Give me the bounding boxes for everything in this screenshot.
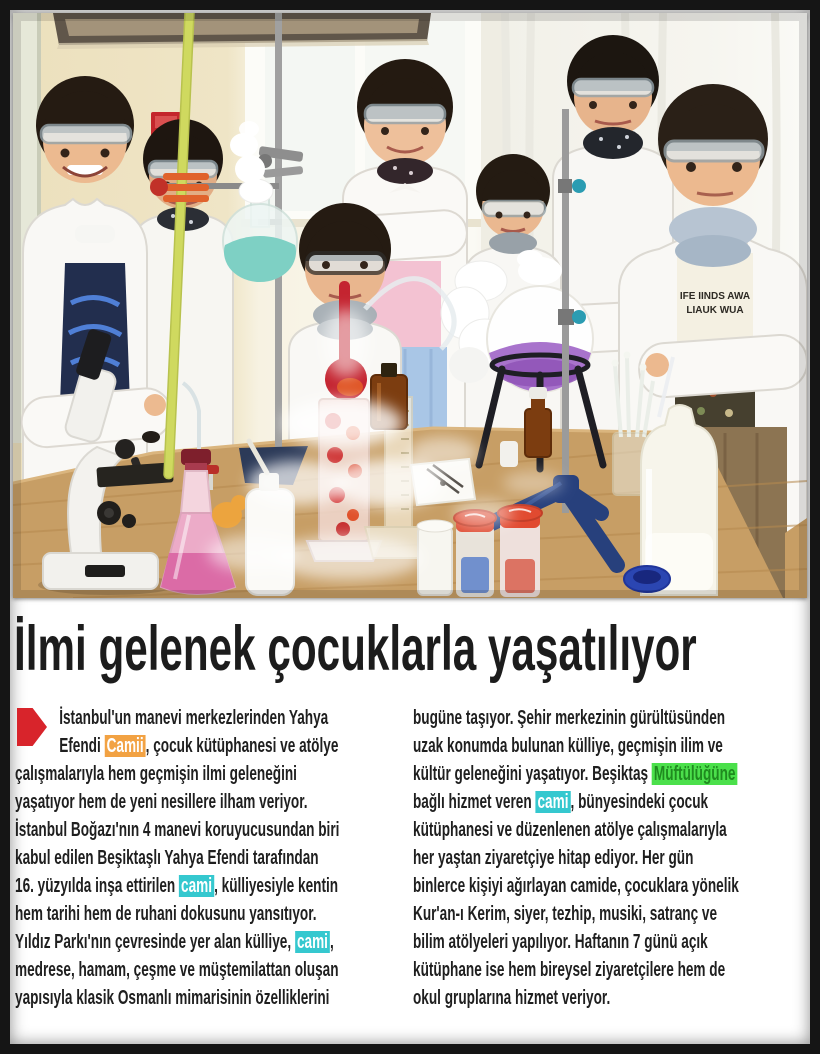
text-segment: çalışmalarıyla hem geçmişin ilmi geleneğini <box>15 763 297 785</box>
headline: İlmi gelenek çocuklarla yaşatılıyor <box>14 614 697 684</box>
article-line <box>15 984 430 1012</box>
article-line <box>15 760 430 788</box>
text-segment: Yıldız Parkı'nın çevresinde yer alan külliye, <box>15 931 295 953</box>
text-segment: bağlı hizmet veren <box>413 791 536 813</box>
article-column-right <box>413 704 820 1012</box>
text-segment: kültür geleneğini yaşatıyor. Beşiktaş <box>413 763 652 785</box>
article-line <box>413 928 820 956</box>
article-line <box>15 956 430 984</box>
article-photo-illustration <box>13 13 807 598</box>
highlighted-word-cyan: cami <box>179 875 214 897</box>
text-segment: yapısıyla klasik Osmanlı mimarisinin özelliklerini <box>15 987 330 1009</box>
text-segment: okul gruplarına hizmet veriyor. <box>413 987 611 1009</box>
safety-goggles <box>365 105 445 123</box>
text-segment: , <box>329 931 334 953</box>
article-line <box>413 956 820 984</box>
article-column-left <box>15 704 430 1012</box>
article-line <box>413 760 820 788</box>
article-line <box>413 844 820 872</box>
text-segment: , çocuk kütüphanesi ve atölye <box>145 735 339 757</box>
safety-goggles <box>41 125 131 143</box>
text-segment: 16. yüzyılda inşa ettirilen <box>15 875 180 897</box>
text-segment: kütüphanesi ve düzenlenen atölye çalışmalarıyla <box>413 819 727 841</box>
blue-cap <box>624 566 670 592</box>
text-segment: , külliyesiyle kentin <box>214 875 339 897</box>
article-line <box>15 900 430 928</box>
text-segment: İstanbul Boğazı'nın 4 manevi koruyucusundan biri <box>15 819 340 841</box>
article-line <box>15 788 430 816</box>
highlighted-word-orange: Camii <box>105 735 146 757</box>
article-line <box>15 928 430 956</box>
text-segment: medrese, hamam, çeşme ve müştemilattan oluşan <box>15 959 339 981</box>
safety-goggles <box>483 201 545 216</box>
text-segment: bugüne taşıyor. Şehir merkezinin gürültüsünden <box>413 707 726 729</box>
article-line <box>413 788 820 816</box>
shirt-text-line1: IFE IINDS AWA <box>679 291 751 302</box>
text-segment: bilim atölyeleri yapılıyor. Haftanın 7 günü açık <box>413 931 708 953</box>
highlighted-word-cyan: cami <box>535 791 570 813</box>
article-line <box>15 844 430 872</box>
highlighted-word-cyan: cami <box>295 931 330 953</box>
safety-goggles <box>307 253 385 273</box>
text-segment: kütüphane ise hem bireysel ziyaretçilere hem de <box>413 959 726 981</box>
text-segment: Kur'an-ı Kerim, siyer, tezhip, musiki, satranç ve <box>413 903 718 925</box>
article-line <box>413 984 820 1012</box>
article-photo <box>13 13 807 598</box>
text-segment: Efendi <box>59 735 105 757</box>
black-knob <box>142 431 160 443</box>
article-line <box>413 704 820 732</box>
article-line <box>413 732 820 760</box>
article-line <box>15 732 430 760</box>
article-line <box>413 816 820 844</box>
article-line <box>15 872 430 900</box>
article-body <box>10 704 810 1044</box>
text-segment: kabul edilen Beşiktaşlı Yahya Efendi tarafından <box>15 847 319 869</box>
shirt-text-line2: LIAUK WUA <box>686 305 744 316</box>
safety-goggles <box>665 141 763 161</box>
text-segment: yaşatıyor hem de yeni nesillere ilham veriyor. <box>15 791 308 813</box>
text-segment: hem tarihi hem de ruhani dokusunu yansıtıyor. <box>15 903 317 925</box>
article-line <box>413 872 820 900</box>
text-segment: , bünyesindeki çocuk <box>570 791 709 813</box>
small-drip-bottle <box>500 441 518 467</box>
article-line <box>15 704 430 732</box>
safety-goggles <box>573 79 653 96</box>
text-segment: uzak konumda bulunan külliye, geçmişin ilim ve <box>413 735 723 757</box>
text-segment: binlerce kişiyi ağırlayan camide, çocuklara yönelik <box>413 875 739 897</box>
text-segment: her yaştan ziyaretçiye hitap ediyor. Her gün <box>413 847 694 869</box>
article-line <box>413 900 820 928</box>
article-line <box>15 816 430 844</box>
text-segment: İstanbul'un manevi merkezlerinden Yahya <box>59 707 329 729</box>
highlighted-word-green: Müftülüğüne <box>652 763 738 785</box>
